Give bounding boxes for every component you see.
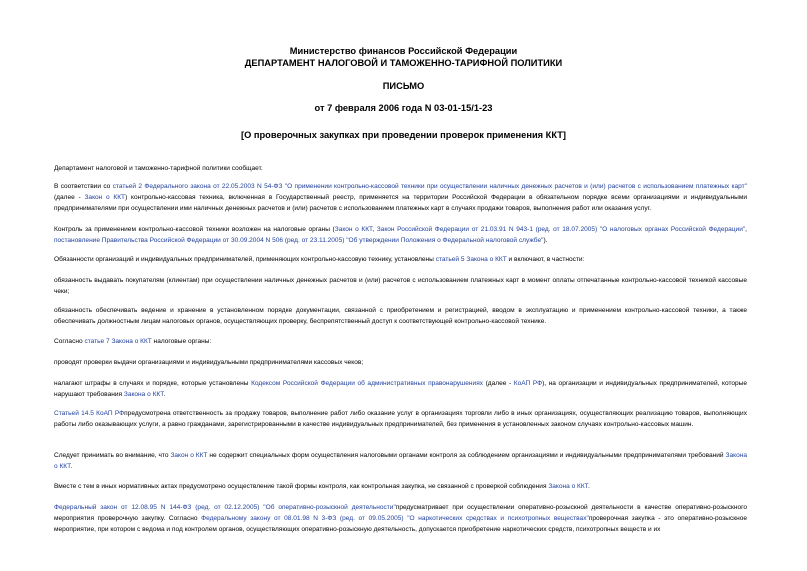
paragraph-text: Следует принимать во внимание, что [54,452,171,459]
document-link[interactable]: постановление Правительства Российской Федерации от 30.09.2004 N 506 (ред. от 23.11.2005) "Об утверждении Положения о Федеральной налоговой службе" [54,237,544,245]
document-date-number: от 7 февраля 2006 года N 03-01-15/1-23 [314,103,493,113]
paragraph-text: проводят проверки выдачи организациями и индивидуальными предпринимателями кассовых чеков; [54,359,364,366]
document-link[interactable]: Закона о ККТ [548,483,588,490]
document-link[interactable]: Закон о ККТ [170,452,208,459]
paragraph-text: предусмотрена ответственность за продажу товаров, выполнение работ либо оказание услуг в организациях торговли либо в иных организациях, осуществляющих реализацию товаров, выполняющих работы либо оказывающих услуги, а равно гражданами, зарегистрированными в качестве индивидуальных предпринимателей, без применения в установленных законом случаях контрольно-кассовых машин. [54,410,747,429]
document-link[interactable]: Закон о ККТ [334,226,373,233]
paragraph-text: обязанность выдавать покупателям (клиентам) при осуществлении наличных денежных расчетов и (или) расчетов с использованием платежных карт в момент оплаты отпечатанные контрольно-кассовой техникой кассовые чеки; [54,277,747,296]
paragraph [54,450,747,472]
paragraph-text: (далее - [483,380,514,387]
paragraph-text: Вместе с тем в иных нормативных актах предусмотрено осуществление такой формы контроля, как контрольная закупка, не связанной с проверкой соблюдения [54,483,549,490]
document-link[interactable]: КоАП РФ [513,380,543,387]
document-link[interactable]: статьей 5 Закона о ККТ [435,256,507,263]
document-link[interactable]: статьей 2 Федерального закона от 22.05.2003 N 54-ФЗ "О применении контрольно-кассовой техники при осуществлении наличных денежных расчетов и (или) расчетов с использованием платежных карт" [112,183,747,190]
document-link[interactable]: статье 7 Закона о ККТ [84,338,152,345]
paragraph-text: (далее - [54,194,85,202]
paragraph [54,181,747,215]
paragraph [54,357,747,368]
paragraph-text: ) контрольно-кассовая техника, включенная в Государственный реестр, применяется на территории Российской Федерации в обязательном порядке всеми организациями и индивидуальными предпринимателями при осуществлении ими наличных денежных расчетов и (или) расчетов с использованием платежных карт в случаях продажи товаров, выполнения работ или оказания услуг. [54,194,747,213]
ministry-name: Министерство финансов Российской Федерации [289,46,518,56]
paragraph [54,336,747,347]
paragraph-text: и включают, в частности: [506,256,585,263]
paragraph-text: , [372,226,377,233]
paragraph-text: Контроль за применением контрольно-кассовой техники возложен на налоговые органы ( [54,226,335,233]
paragraph-text: Обязанности организаций и индивидуальных предпринимателей, применяющих контрольно-кассовую технику, установлены [54,256,436,263]
paragraph [54,254,747,265]
paragraph-text: ). [543,237,548,245]
paragraph-text: В соответствии со [54,183,113,190]
document-subject: [О проверочных закупках при проведении проверок применения ККТ] [240,130,567,140]
paragraph-text: , [745,226,747,233]
document-type: ПИСЬМО [382,81,425,91]
paragraph-text: проверочная закупка - это оперативно-розыскное мероприятие, при котором с ведома и под контролем органов, осуществляющих оперативно-розыскную деятельность, допускается приобретение наркотических средств, психотропных веществ и их [54,515,747,534]
document-link[interactable]: Закон Российской Федерации от 21.03.91 N 943-1 (ред. от 18.07.2005) "О налоговых органах Российской Федерации" [376,226,746,233]
document-link[interactable]: Закона о ККТ [123,391,164,399]
paragraph [54,305,747,327]
department-name: ДЕПАРТАМЕНТ НАЛОГОВОЙ И ТАМОЖЕННО-ТАРИФНОЙ ПОЛИТИКИ [244,58,563,68]
document-link[interactable]: Кодексом Российской Федерации об административных правонарушениях [251,380,484,387]
document-link[interactable]: Статьей 14.5 КоАП РФ [54,410,125,417]
paragraph [54,275,747,297]
paragraph [54,502,747,536]
paragraph-text: налоговые органы: [151,338,212,345]
paragraph-text: обязанность обеспечивать ведение и хранение в установленном порядке документации, связанной с приобретением и регистрацией, вводом в эксплуатацию и применением контрольно-кассовой техники, а также обеспечивать должностным лицам налоговых органов, осуществляющих проверку, беспрепятственный доступ к соответствующей контрольно-кассовой технике. [54,307,747,326]
paragraph-text: Департамент налоговой и таможенно-тарифной политики сообщает. [54,165,263,172]
paragraph-text: предусматривает при осуществлении оперативно-розыскной деятельности в качестве оперативно-розыскного мероприятия проверочную закупку. Согласно [54,504,747,523]
paragraph-text: . [70,463,73,471]
paragraph-text: . [587,483,590,490]
paragraph-text: . [163,391,166,399]
paragraph [54,224,747,246]
paragraph-text: ), на организации и индивидуальных предпринимателей, которые нарушают требования [54,380,748,399]
document-link[interactable]: Закона о ККТ [54,452,747,471]
paragraph-text: не содержит специальных форм осуществления налоговыми органами контроля за соблюдением организациями и индивидуальными предпринимателями требований [207,452,726,459]
paragraph [54,481,747,492]
document-link[interactable]: Закон о ККТ [84,194,126,202]
paragraph [54,408,747,430]
paragraph [54,378,747,400]
paragraph [54,163,747,174]
paragraph-text: Согласно [54,338,85,345]
paragraph-text: налагают штрафы в случаях и порядке, которые установлены [54,380,252,387]
document-link[interactable]: Федеральному закону от 08.01.98 N 3-ФЗ (ред. от 09.05.2005) "О наркотических средствах и психотропных веществах" [201,515,589,523]
document-link[interactable]: Федеральный закон от 12.08.95 N 144-ФЗ (ред. от 02.12.2005) "Об оперативно-розыскной деятельности" [54,504,396,511]
